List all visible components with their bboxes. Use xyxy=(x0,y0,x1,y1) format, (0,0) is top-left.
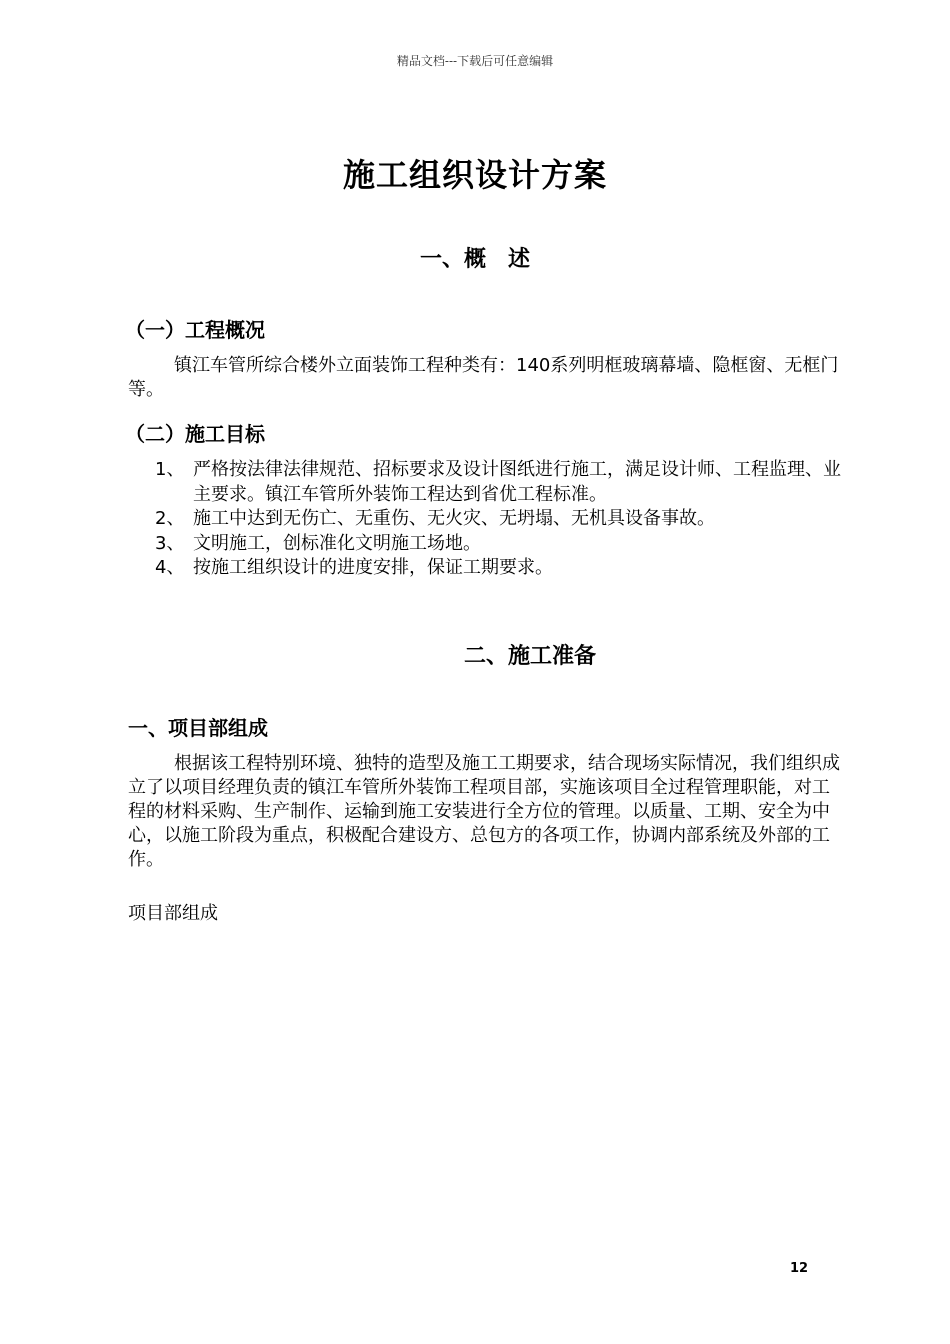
list-item-number: 2、 xyxy=(155,508,185,529)
subsection-1-body xyxy=(128,354,848,402)
list-item xyxy=(155,458,855,507)
document-title: 施工组织设计方案 xyxy=(342,156,607,194)
section-2-tail: 项目部组成 xyxy=(128,903,218,924)
section-2-body-text: 根据该工程特别环境、独特的造型及施工工期要求，结合现场实际情况，我们组织成立了以项目经理负责的镇江车管所外装饰工程项目部，实施该项目全过程管理职能，对工程的材料采购、生产制作、运输到施工安装进行全方位的管理。以质量、工期、安全为中心，以施工阶段为重点，积极配合建设方、总包方的各项工作，协调内部系统及外部的工作。 xyxy=(128,753,840,870)
list-item-number: 4、 xyxy=(155,557,185,578)
section-2-body xyxy=(128,752,840,872)
list-item-number: 1、 xyxy=(155,459,185,480)
list-item xyxy=(155,532,855,557)
list-item-text: 文明施工，创标准化文明施工场地。 xyxy=(193,532,481,554)
subsection-1-body-text: 镇江车管所综合楼外立面装饰工程种类有：140系列明框玻璃幕墙、隐框窗、无框门等。 xyxy=(128,355,839,400)
page-number: 12 xyxy=(790,1261,809,1276)
header-note: 精品文档---下载后可任意编辑 xyxy=(396,54,554,68)
list-item-number: 3、 xyxy=(155,532,185,554)
list-item-text: 施工中达到无伤亡、无重伤、无火灾、无坍塌、无机具设备事故。 xyxy=(193,508,715,529)
section-2-subheading: 一、项目部组成 xyxy=(128,716,268,740)
list-item xyxy=(155,507,855,532)
list-item xyxy=(155,556,855,581)
subsection-2-heading: （二）施工目标 xyxy=(125,422,265,446)
section-1-title: 一、概 述 xyxy=(419,247,530,272)
list-item-text: 严格按法律法律规范、招标要求及设计图纸进行施工，满足设计师、工程监理、业主要求。镇江车管所外装饰工程达到省优工程标准。 xyxy=(193,459,841,505)
list-item-text: 按施工组织设计的进度安排，保证工期要求。 xyxy=(193,557,553,578)
subsection-1-heading: （一）工程概况 xyxy=(125,318,265,342)
goals-list xyxy=(155,458,855,581)
section-2-title: 二、施工准备 xyxy=(463,644,596,669)
